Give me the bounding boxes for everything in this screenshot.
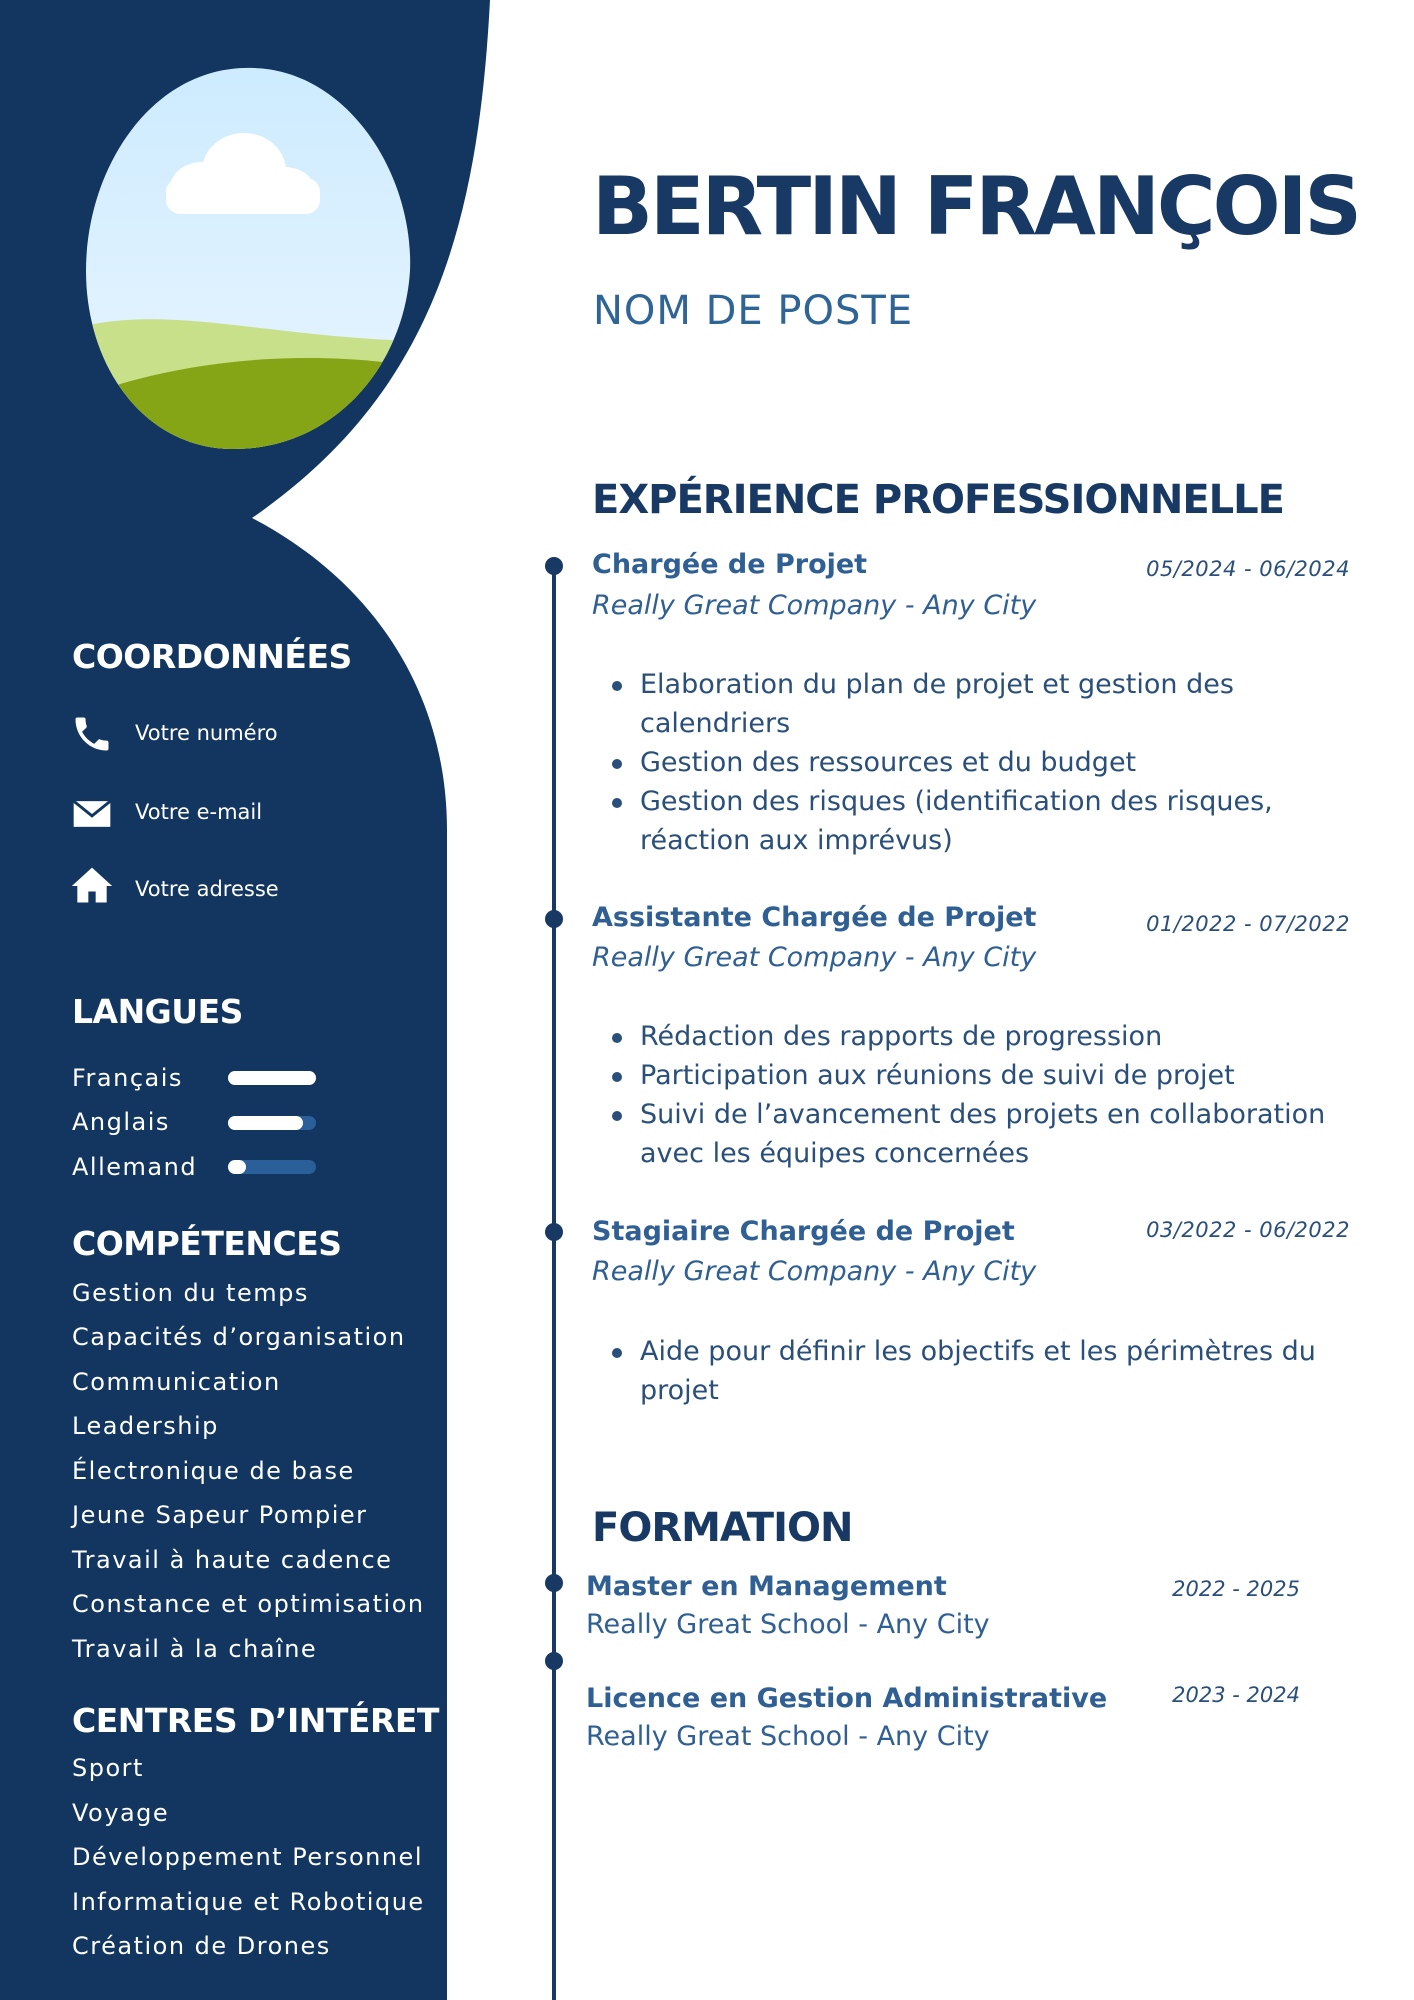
- skill-item: Capacités d’organisation: [72, 1323, 406, 1351]
- skills-heading: COMPÉTENCES: [72, 1224, 342, 1263]
- education-degree: Master en Management: [586, 1571, 947, 1602]
- job-bullet: Gestion des risques (identification des risques, réaction aux imprévus): [612, 782, 1352, 860]
- language-label: Français: [72, 1064, 183, 1092]
- education-school: Really Great School - Any City: [586, 1721, 990, 1752]
- skill-item: Électronique de base: [72, 1457, 355, 1485]
- timeline-dot: [545, 1574, 563, 1592]
- job-company: Really Great Company - Any City: [592, 590, 1037, 621]
- education-heading: FORMATION: [592, 1505, 853, 1551]
- interest-item: Création de Drones: [72, 1932, 331, 1960]
- language-level-bar: [228, 1071, 316, 1085]
- job-bullets: [612, 665, 1352, 860]
- education-school: Really Great School - Any City: [586, 1609, 990, 1640]
- job-title: NOM DE POSTE: [593, 288, 914, 334]
- job-bullet: Gestion des ressources et du budget: [612, 743, 1352, 782]
- skill-item: Constance et optimisation: [72, 1590, 425, 1618]
- timeline-dot: [545, 1652, 563, 1670]
- skill-item: Travail à la chaîne: [72, 1635, 318, 1663]
- education-dates: 2022 - 2025: [1172, 1577, 1300, 1601]
- skill-item: Jeune Sapeur Pompier: [72, 1501, 368, 1529]
- language-label: Anglais: [72, 1108, 170, 1136]
- job-bullets: [612, 1332, 1352, 1410]
- skill-item: Leadership: [72, 1412, 219, 1440]
- phone-icon: [70, 712, 114, 756]
- timeline-dot: [545, 557, 563, 575]
- skill-item: Gestion du temps: [72, 1279, 309, 1307]
- job-company: Really Great Company - Any City: [592, 1256, 1037, 1287]
- interest-item: Développement Personnel: [72, 1843, 423, 1871]
- job-bullet: Rédaction des rapports de progression: [612, 1017, 1352, 1056]
- job-bullets: [612, 1017, 1352, 1173]
- job-position-title: Chargée de Projet: [592, 549, 868, 580]
- interest-item: Informatique et Robotique: [72, 1888, 425, 1916]
- contact-email: Votre e-mail: [135, 800, 263, 824]
- skill-item: Travail à haute cadence: [72, 1546, 393, 1574]
- job-dates: 01/2022 - 07/2022: [1146, 912, 1350, 936]
- job-bullet: Aide pour définir les objectifs et les périmètres du projet: [612, 1332, 1352, 1410]
- job-bullet: Suivi de l’avancement des projets en collaboration avec les équipes concernées: [612, 1095, 1352, 1173]
- interest-item: Sport: [72, 1754, 144, 1782]
- language-level-bar: [228, 1116, 316, 1130]
- job-position-title: Stagiaire Chargée de Projet: [592, 1216, 1015, 1247]
- language-label: Allemand: [72, 1153, 198, 1181]
- language-level-bar: [228, 1160, 316, 1174]
- job-bullet: Participation aux réunions de suivi de projet: [612, 1056, 1352, 1095]
- job-dates: 03/2022 - 06/2022: [1146, 1218, 1350, 1242]
- job-company: Really Great Company - Any City: [592, 942, 1037, 973]
- contact-heading: COORDONNÉES: [72, 637, 352, 676]
- interests-heading: CENTRES D’INTÉRET: [72, 1701, 439, 1740]
- candidate-name: BERTIN FRANÇOIS: [592, 160, 1359, 253]
- contact-phone: Votre numéro: [135, 721, 278, 745]
- education-degree: Licence en Gestion Administrative: [586, 1683, 1108, 1714]
- interest-item: Voyage: [72, 1799, 170, 1827]
- experience-heading: EXPÉRIENCE PROFESSIONNELLE: [592, 477, 1284, 523]
- profile-photo-placeholder: [84, 66, 414, 451]
- home-icon: [70, 864, 114, 908]
- skill-item: Communication: [72, 1368, 281, 1396]
- timeline-dot: [545, 910, 563, 928]
- languages-heading: LANGUES: [72, 992, 243, 1031]
- job-bullet: Elaboration du plan de projet et gestion des calendriers: [612, 665, 1352, 743]
- timeline-dot: [545, 1223, 563, 1241]
- contact-address: Votre adresse: [135, 877, 279, 901]
- education-dates: 2023 - 2024: [1172, 1683, 1300, 1707]
- job-dates: 05/2024 - 06/2024: [1146, 557, 1350, 581]
- timeline-line: [552, 564, 556, 2000]
- mail-icon: [70, 792, 114, 836]
- job-position-title: Assistante Chargée de Projet: [592, 902, 1037, 933]
